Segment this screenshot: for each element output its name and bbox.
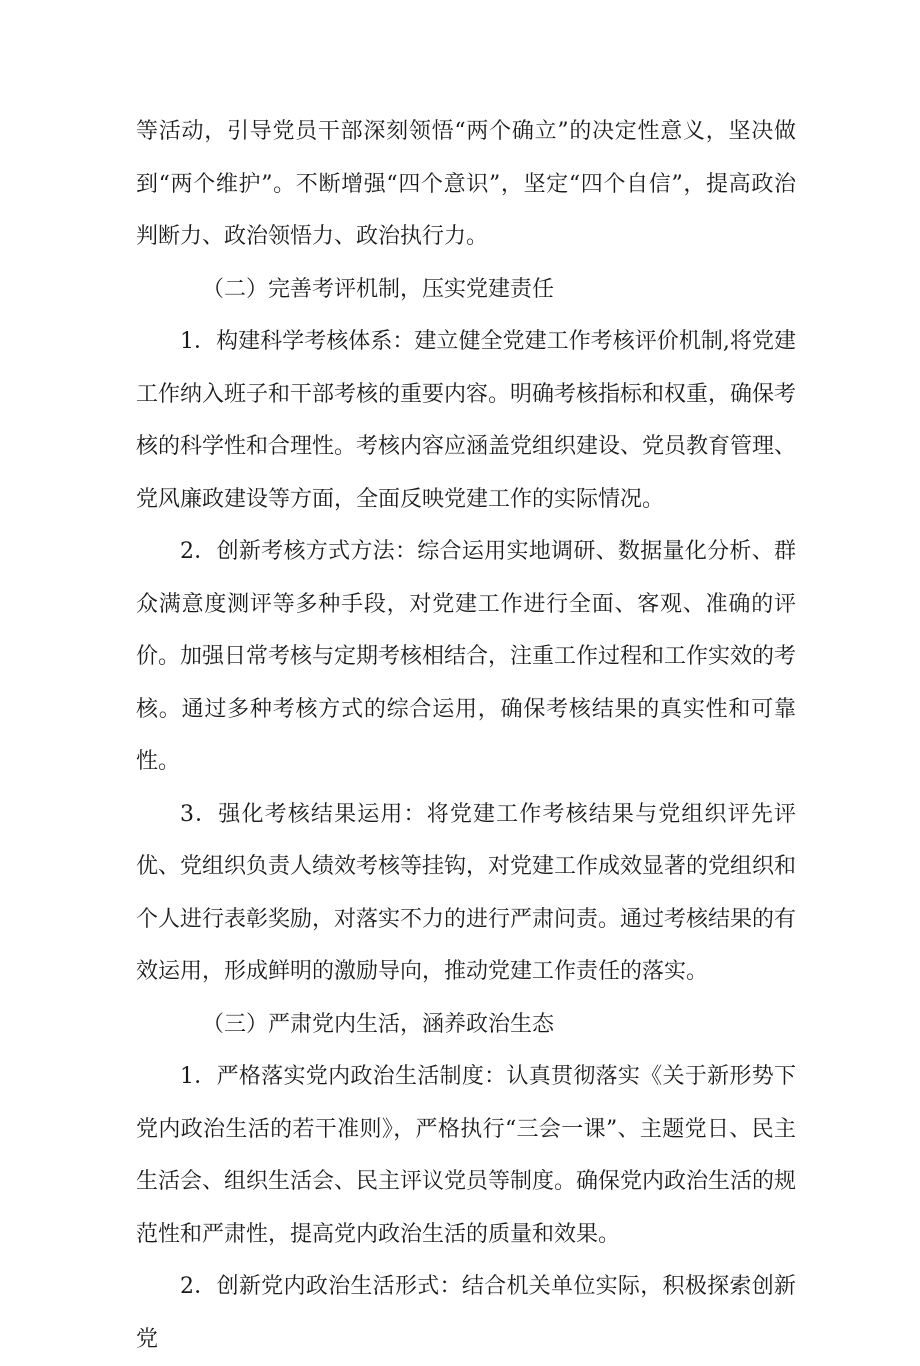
section-heading-3: （三）严肃党内生活，涵养政治生态: [202, 1011, 555, 1037]
paragraph-party-life-forms: 2．创新党内政治生活形式：结合机关单位实际，积极探索创新党: [136, 1274, 796, 1352]
paragraph-assessment-results: 3．强化考核结果运用：将党建工作考核结果与党组织评先评优、党组织负责人绩效考核等挂钩，对党建工作成效显著的党组织和个人进行表彰奖励，对落实不力的进行严肃问责。通过考核结果的有效运用，形成鲜明的激励导向，推动党建工作责任的落实。: [136, 801, 797, 984]
paragraph-party-life-system: 1．严格落实党内政治生活制度：认真贯彻落实《关于新形势下党内政治生活的若干准则》，严格执行“三会一课”、主题党日、民主生活会、组织生活会、民主评议党员等制度。确保党内政治生活的规范性和严肃性，提高党内政治生活的质量和效果。: [136, 1064, 797, 1247]
paragraph-assessment-methods: 2．创新考核方式方法：综合运用实地调研、数据量化分析、群众满意度测评等多种手段，对党建工作进行全面、客观、准确的评价。加强日常考核与定期考核相结合，注重工作过程和工作实效的考核。通过多种考核方式的综合运用，确保考核结果的真实性和可靠性。: [136, 539, 797, 774]
paragraph-assessment-system: 1．构建科学考核体系：建立健全党建工作考核评价机制,将党建工作纳入班子和干部考核的重要内容。明确考核指标和权重，确保考核的科学性和合理性。考核内容应涵盖党组织建设、党员教育管理、党风廉政建设等方面，全面反映党建工作的实际情况。: [136, 329, 797, 512]
document-body: [136, 106, 796, 1366]
paragraph-continuation: 等活动，引导党员干部深刻领悟“两个确立”的决定性意义，坚决做到“两个维护”。不断增强“四个意识”，坚定“四个自信”，提高政治判断力、政治领悟力、政治执行力。: [136, 119, 797, 249]
section-heading-2: （二）完善考评机制，压实党建责任: [202, 276, 555, 302]
